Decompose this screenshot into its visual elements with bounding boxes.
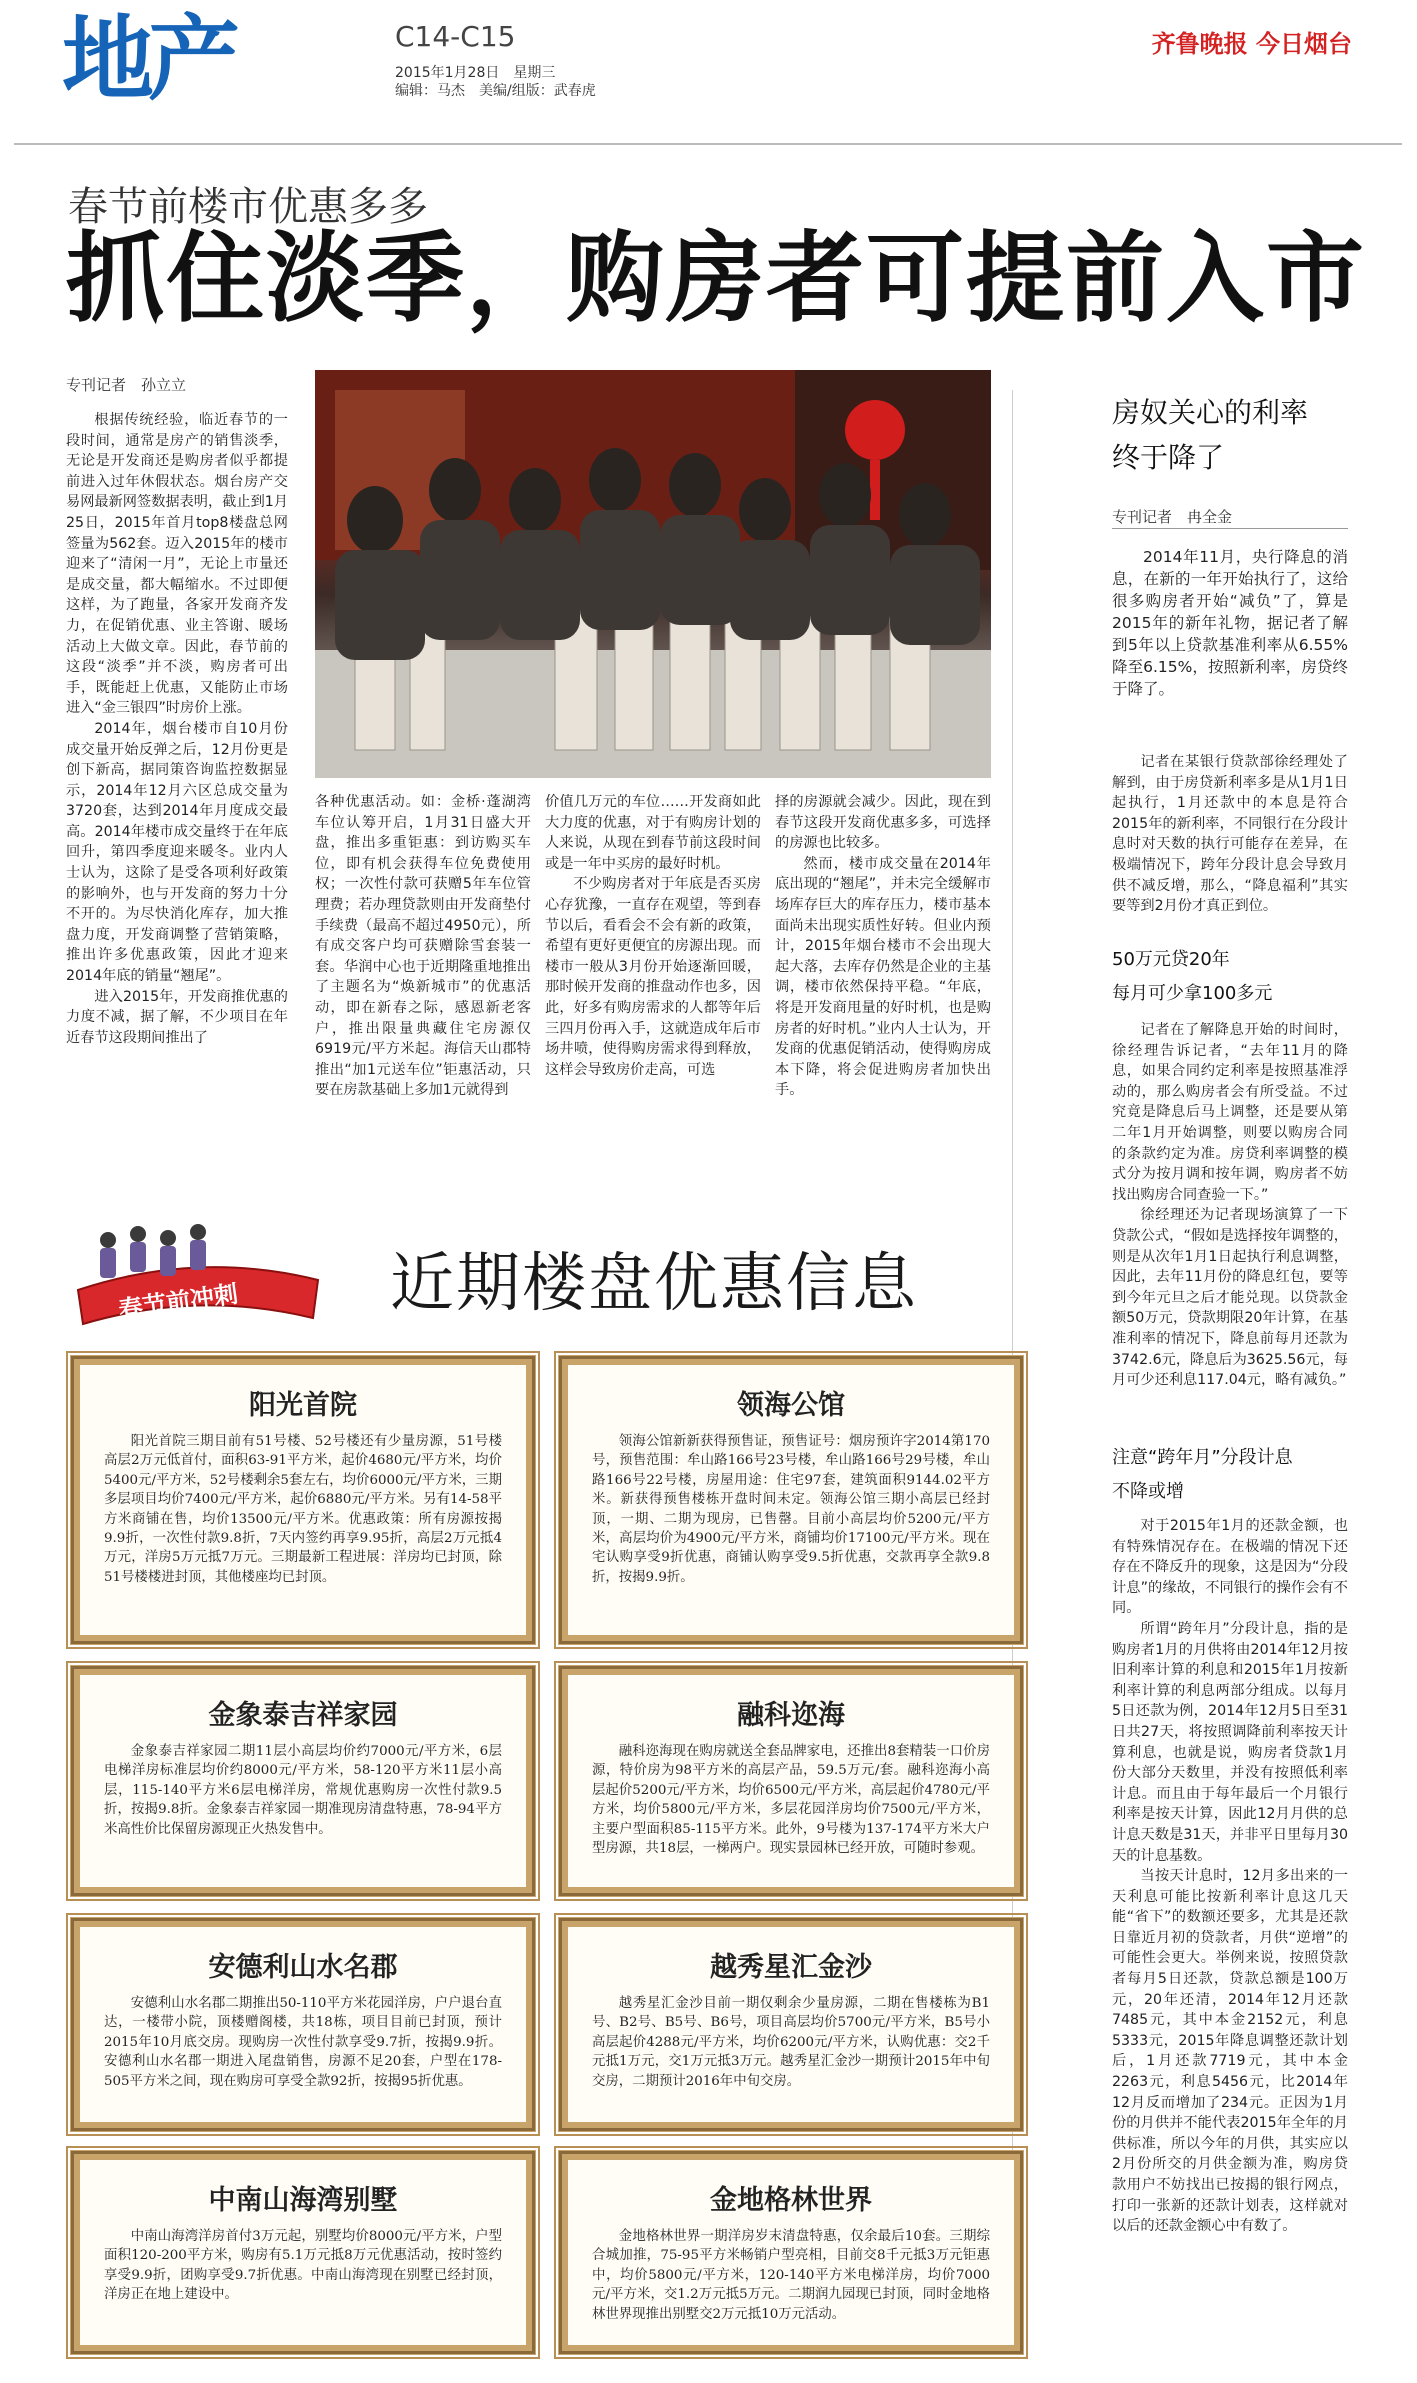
listing-body: 金地格林世界一期洋房岁末清盘特惠，仅余最后10套。三期综合城加推，75-95平方米畅销户型亮相，目前交8千元抵3万元钜惠中，均价5800元/平方米，120-140平方米电梯洋房，均价7000元/平方米，交1.2万元抵5万元。二期润九园现已封顶，同时金地格林世界现推出别墅交2万元抵10万元活动。 — [592, 2229, 990, 2322]
issue-date: 2015年1月28日 星期三 — [395, 65, 556, 81]
listing-body: 越秀星汇金沙目前一期仅剩余少量房源，二期在售楼栋为B1号、B2号、B5号、B6号，项目高层均价5700元/平方米，B5号小高层起价4288元/平方米，均价6200元/平方米，认购优惠：交2千元抵1万元，交1万元抵3万元。越秀星汇金沙一期预计2015年中旬交房，二期预计2016年中旬交房。 — [592, 1996, 990, 2089]
paragraph: 2014年11月，央行降息的消息，在新的一年开始执行了，这给很多购房者开始“减负”了，算是2015年的新年礼物，据记者了解到5年以上贷款基准利率从6.55%降至6.15%，按照新利率，房贷终于降了。 — [1112, 548, 1348, 698]
listing-name: 中南山海湾别墅 — [208, 2185, 398, 2216]
side-title-line-1: 房奴关心的利率 — [1112, 396, 1309, 429]
paragraph: 记者在某银行贷款部徐经理处了解到，由于房贷新利率多是从1月1日起执行，1月还款中的本息是符合2015年的新利率，不同银行在分段计息时对天数的执行可能存在差异，在极端情况下，跨年分段计息会导致月供不减反增，那么，“降息福利”其实要等到2月份才真正到位。 — [1112, 754, 1348, 915]
paragraph: 各种优惠活动。如：金桥·蓬湖湾车位认筹开启，1月31日盛大开盘，推出多重钜惠：到访购买车位，即有机会获得车位免费使用权；一次性付款可获赠5年车位管理费；若办理贷款则由开发商垫付手续费（最高不超过4950元），所有成交客户均可获赠除雪套装一套。华润中心也于近期隆重地推出了主题名为“焕新城市”的优惠活动，即在新春之际，感恩新老客户，推出限量典藏住宅房源仅6919元/平方米起。海信天山郡特推出“加1元送车位”钜惠活动，只要在房款基础上多加1元就得到 — [315, 794, 531, 1099]
page-range: C14-C15 — [395, 20, 516, 53]
paragraph: 不少购房者对于年底是否买房心存犹豫，一直存在观望，等到春节以后，看看会不会有新的政策，希望有更好更便宜的房源出现。而楼市一般从3月份开始逐渐回暖，那时候开发商的推盘动作也多，因此，好多有购房需求的人都等年后三四月份再入手，这就造成年后市场井喷，使得购房需求得到释放，这样会导致房价走高，可选 — [545, 876, 761, 1078]
listing-name: 阳光首院 — [249, 1390, 357, 1421]
side-title-line-2: 终于降了 — [1112, 441, 1225, 474]
listing-body: 阳光首院三期目前有51号楼、52号楼还有少量房源，51号楼高层2万元低首付，面积63-91平方米，起价4680元/平方米，均价5400元/平方米，52号楼剩余5套左右，均价6000元/平方米，三期多层项目均价7400元/平方米，起价6880元/平方米。另有14-58平方米商铺在售，均价13500元/平方米。优惠政策：所有房源按揭9.9折，一次性付款9.8折，7天内签约再享9.95折，高层2万元抵4万元，洋房5万元抵7万元。三期最新工程进展：洋房均已封顶，除51号楼楼进封顶，其他楼座均已封顶。 — [104, 1434, 502, 1585]
byline-rule — [1112, 528, 1348, 529]
paragraph: 进入2015年，开发商推优惠的力度不减，据了解，不少项目在年近春节这段期间推出了 — [66, 988, 288, 1046]
paragraph: 所谓“跨年月”分段计息，指的是购房者1月的月供将由2014年12月按旧利率计算的利息和2015年1月按新利率计算的利息两部分组成。以每月5日还款为例，2014年12月5日至31日共27天，将按照调降前利率按天计算利息，也就是说，购房者贷款1月份大部分天数里，并没有按照低利率计息。而且由于每年最后一个月银行利率是按天计算，因此12月月供的总计息天数是31天，并非平日里每月30天的计息基数。 — [1112, 1620, 1348, 1864]
listing-body: 融科迩海现在购房就送全套品牌家电，还推出8套精装一口价房源，特价房为98平方米的高层产品，59.5万元/套。融科迩海小高层起价5200元/平方米，均价6500元/平方米，高层起价4780元/平方米，均价5800元/平方米，多层花园洋房均价7500元/平方米，主要户型面积85-115平方米。此外，9号楼为137-174平方米大户型房源，共18层，一梯两户。现实景园林已经开放，可随时参观。 — [592, 1744, 990, 1857]
sales-office-photo — [315, 370, 991, 778]
listing-name: 越秀星汇金沙 — [710, 1952, 872, 1983]
listing-name: 金象泰吉祥家园 — [208, 1700, 398, 1731]
listing-name: 安德利山水名郡 — [208, 1952, 398, 1983]
newspaper-brand: 齐鲁晚报 今日烟台 — [1151, 30, 1352, 58]
side-body-2 — [1112, 1020, 1348, 1391]
side-subhead-2a: 注意“跨年月”分段计息 — [1112, 1447, 1293, 1468]
side-body-1 — [1112, 752, 1348, 917]
side-subhead-1a: 50万元贷20年 — [1112, 949, 1230, 970]
article-column-4 — [775, 792, 991, 1101]
listing-card — [70, 2150, 536, 2355]
listing-card — [70, 1917, 536, 2132]
editors: 编辑：马杰 美编/组版：武春虎 — [395, 83, 596, 99]
listing-name: 领海公馆 — [737, 1390, 845, 1421]
listing-name: 金地格林世界 — [710, 2185, 872, 2216]
header-divider — [14, 143, 1402, 145]
article-byline: 专刊记者 孙立立 — [66, 376, 187, 394]
side-subhead-1b: 每月可少拿100多元 — [1112, 983, 1273, 1004]
listing-card — [558, 1665, 1024, 1897]
paragraph: 然而，楼市成交量在2014年底出现的“翘尾”，并未完全缓解市场库存巨大的库存压力，楼市基本面尚未出现实质性好转。但业内预计，2015年烟台楼市不会出现大起大落，去库存仍然是企业的主基调，楼市依然保持平稳。“年底，将是开发商甩量的好时机，也是购房者的好时机。”业内人士认为，开发商的优惠促销活动，使得购房成本下降，将会促进购房者加快出手。 — [775, 855, 991, 1099]
paragraph: 择的房源就会减少。因此，现在到春节这段开发商优惠多多，可选择的房源也比较多。 — [775, 794, 991, 852]
badge-label: 春节前冲刺 — [116, 1279, 240, 1325]
article-column-2 — [315, 792, 531, 1101]
article-headline: 抓住淡季，购房者可提前入市 — [66, 222, 1367, 336]
listing-card — [558, 1917, 1024, 2132]
listing-body: 金象泰吉祥家园二期11层小高层均价约7000元/平方米，6层电梯洋房标准层均价约8000元/平方米，58-120平方米11层小高层，115-140平方米6层电梯洋房，常规优惠购房一次性付款9.5折，按揭9.8折。金象泰吉祥家园一期准现房清盘特惠，78-94平方米高性价比保留房源现正火热发售中。 — [104, 1744, 502, 1837]
paragraph: 价值几万元的车位……开发商如此大力度的优惠，对于有购房计划的人来说，从现在到春节前这段时间或是一年中买房的最好时机。 — [545, 794, 761, 872]
listing-card — [70, 1355, 536, 1645]
listing-body: 领海公馆新新获得预售证，预售证号：烟房预许字2014第170号，预售范围：牟山路166号23号楼，牟山路166号29号楼，牟山路166号22号楼，房屋用途：住宅97套，建筑面积9144.02平方米。新获得预售楼栋开盘时间未定。领海公馆三期小高层已经封顶，一期、二期为现房，已售罄。目前小高层均价5200元/平方米，高层均价为4900元/平方米，商铺均价17100元/平方米。现在宅认购享受9折优惠，商铺认购享受9.5折优惠，交款再享全款9.8折，按揭9.9折。 — [592, 1434, 990, 1585]
listing-body: 中南山海湾洋房首付3万元起，别墅均价8000元/平方米，户型面积120-200平方米，购房有5.1万元抵8万元优惠活动，按时签约享受9.9折，团购享受9.7折优惠。中南山海湾现在别墅已经封顶，洋房正在地上建设中。 — [104, 2229, 502, 2303]
article-column-1 — [66, 410, 288, 1048]
listing-card — [558, 1355, 1024, 1645]
listing-body: 安德利山水名郡二期推出50-110平方米花园洋房，户户退台直达，一楼带小院，顶楼赠阁楼，共18栋，项目目前已封顶，预计2015年10月底交房。现购房一次性付款享受9.7折，按揭9.9折。安德利山水名郡一期进入尾盘销售，房源不足20套，户型在178-505平方米之间，现在购房可享受全款92折，按揭95折优惠。 — [104, 1996, 502, 2089]
paragraph: 当按天计息时，12月多出来的一天利息可能比按新利率计息这几天能“省下”的数额还要多，尤其是还款日靠近月初的贷款者，月供“逆增”的可能性会更大。举例来说，按照贷款者每月5日还款，贷款总额是100万元，20年还清，2014年12月还款7485元，其中本金2152元，利息5333元，2015年降息调整还款计划后，1月还款7719元，其中本金2263元，利息5456元，比2014年12月反而增加了234元。正因为1月份的月供并不能代表2015年全年的月供标准，所以今年的月供，其实应以2月份所交的月供金额为准，购房贷款用户不妨找出已按揭的银行网点，打印一张新的还款计划表，这样就对以后的还款金额心中有数了。 — [1112, 1868, 1348, 2235]
photo-illustration — [315, 370, 991, 778]
promo-title: 近期楼盘优惠信息 — [390, 1247, 918, 1321]
paragraph: 徐经理还为记者现场演算了一下贷款公式，“假如是选择按年调整的，则是从次年1月1日起执行利息调整，因此，去年11月份的降息红包，要等到今年元旦之后才能兑现。以贷款金额50万元，贷款期限20年计算，在基准利率的情况下，降息前每月还款为3742.6元，降息后为3625.56元，每月可少还利息117.04元，略有减负。” — [1112, 1207, 1348, 1389]
paragraph: 2014年，烟台楼市自10月份成交量开始反弹之后，12月份更是创下新高，据同策咨询监控数据显示，2014年12月六区总成交量为3720套，达到2014年月度成交最高。2014年楼市成交量终于在年底回升，第四季度迎来暖冬。业内人士认为，这除了是受各项利好政策的影响外，也与开发商的努力十分不开的。为尽快消化库存，加大推盘力度，开发商调整了营销策略，推出许多优惠政策，因此才迎来2014年底的销量“翘尾”。 — [66, 720, 288, 985]
promo-badge — [68, 1220, 328, 1328]
listing-card — [70, 1665, 536, 1897]
article-column-3 — [545, 792, 761, 1080]
section-logo: 地产 — [62, 6, 235, 113]
paragraph: 记者在了解降息开始的时间时，徐经理告诉记者，“去年11月的降息，如果合同约定利率是按照基准浮动的，那么购房者会有所受益。不过究竟是降息后马上调整，还是要从第二年1月开始调整，则要以购房合同的条款约定为准。房贷利率调整的模式分为按月调和按年调，购房者不妨找出购房合同查验一下。” — [1112, 1022, 1348, 1203]
paragraph: 根据传统经验，临近春节的一段时间，通常是房产的销售淡季，无论是开发商还是购房者似乎都提前进入过年休假状态。烟台房产交易网最新网签数据表明，截止到1月25日，2015年首月top8楼盘总网签量为562套。迈入2015年的楼市迎来了“清闲一月”，无论上市量还是成交量，都大幅缩水。不过即便这样，为了跑量，各家开发商齐发力，在促销优惠、业主答谢、暖场活动上大做文章。因此，春节前的这段“淡季”并不淡，购房者可出手，既能赶上优惠，又能防止市场进入“金三银四”时房价上涨。 — [66, 412, 288, 717]
article-subhead: 春节前楼市优惠多多 — [68, 184, 428, 230]
listing-name: 融科迩海 — [737, 1700, 845, 1731]
listing-card — [558, 2150, 1024, 2355]
side-body-3 — [1112, 1516, 1348, 2237]
side-lead — [1112, 546, 1348, 700]
side-byline: 专刊记者 冉全金 — [1112, 508, 1233, 526]
paragraph: 对于2015年1月的还款金额，也有特殊情况存在。在极端的情况下还存在不降反升的现象，这是因为“分段计息”的缘故，不同银行的操作会有不同。 — [1112, 1518, 1348, 1617]
side-subhead-2b: 不降或增 — [1112, 1481, 1184, 1502]
